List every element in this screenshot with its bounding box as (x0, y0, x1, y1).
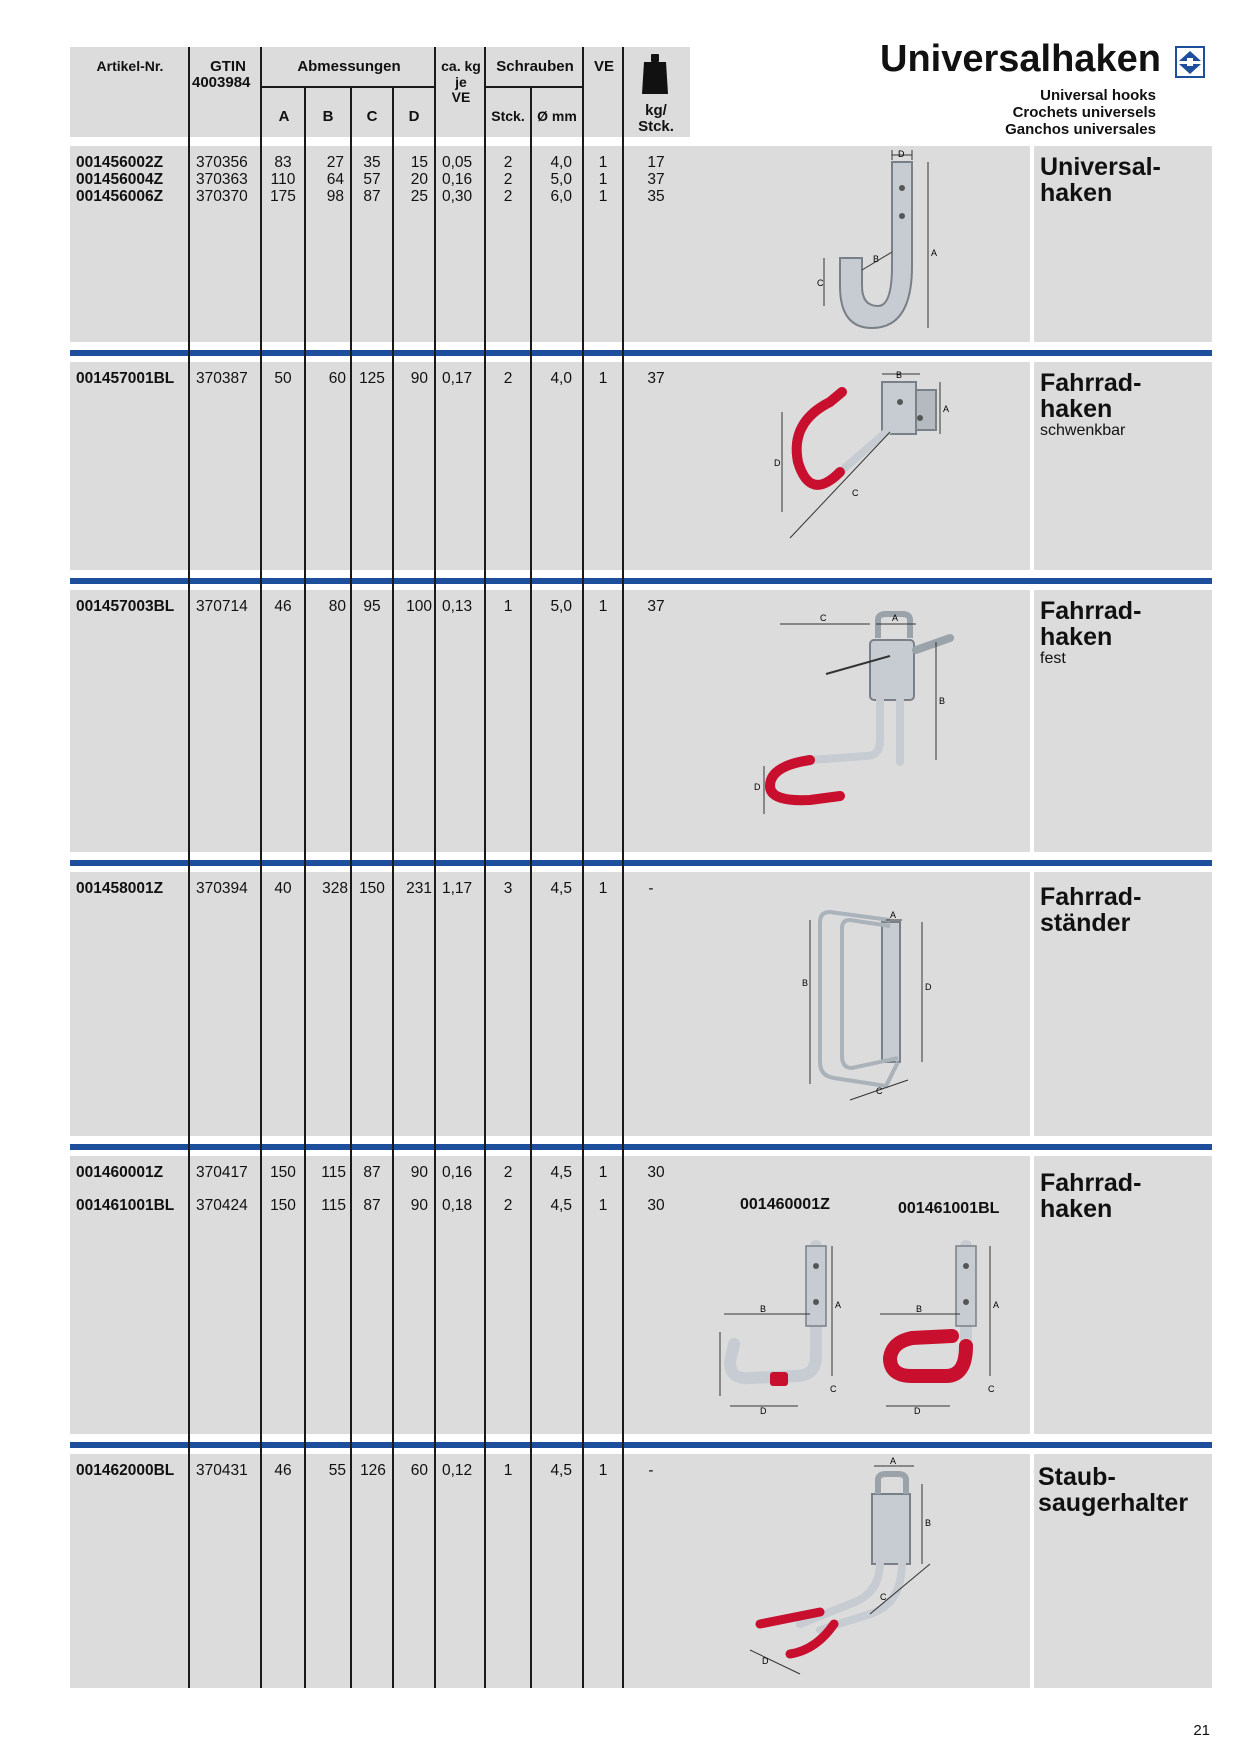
dim-letter-a: A (890, 1456, 897, 1466)
cell-gtin: 370714 (196, 598, 248, 615)
cell-mm: 4,0 (550, 370, 572, 387)
cell-mm: 4,5 (550, 1462, 572, 1479)
header-dim-b: B (322, 108, 334, 125)
subtitle-en: Universal hooks (1040, 87, 1156, 104)
cell-kg: 0,12 (442, 1462, 473, 1479)
cell-stck: 2 (503, 1164, 513, 1181)
cell-kg: 0,17 (442, 370, 473, 387)
cell-a: 40 (274, 880, 292, 897)
header-gtin-prefix: 4003984 (192, 74, 251, 91)
cell-stck: 2 (503, 188, 513, 205)
cell-ve: 1 (598, 171, 608, 188)
col-sep-2 (260, 47, 262, 1688)
figure-label-2: 001461001BL (898, 1200, 1000, 1217)
cell-b: 115 (321, 1164, 346, 1181)
cell-b: 55 (328, 1462, 346, 1479)
cell-d: 231 (406, 880, 432, 897)
fixed-bike-hook-image (740, 590, 990, 857)
group-4-band (70, 872, 690, 1136)
header-dim-d: D (408, 108, 420, 125)
dim-letter-c: C (852, 488, 859, 498)
cell-d: 25 (410, 188, 428, 205)
cell-c: 57 (363, 171, 381, 188)
header-rule-schrauben (486, 86, 584, 88)
cell-a: 46 (274, 1462, 292, 1479)
cell-stck: 1 (503, 598, 513, 615)
cell-gtin: 370424 (196, 1197, 248, 1214)
header-stck: Stck. (491, 108, 525, 124)
universal-hook-image (800, 146, 980, 347)
swivel-bike-hook-image (770, 362, 990, 575)
cell-kgst: 30 (647, 1197, 665, 1214)
category-title-6a: Staub- (1038, 1463, 1116, 1491)
cell-d: 60 (410, 1462, 428, 1479)
col-sep-6 (434, 47, 436, 1688)
cell-c: 87 (363, 1197, 381, 1214)
cell-gtin: 370356 (196, 154, 248, 171)
cell-b: 64 (326, 171, 344, 188)
cell-b: 98 (326, 188, 344, 205)
header-gtin: GTIN (210, 58, 246, 75)
category-title-3a: Fahrrad- (1040, 597, 1142, 625)
cell-a: 110 (270, 171, 296, 188)
dim-letter-c: C (988, 1384, 995, 1394)
group-4-rule (70, 1144, 1212, 1150)
cell-gtin: 370363 (196, 171, 248, 188)
cell-mm: 4,5 (550, 1164, 572, 1181)
subtitle-fr: Crochets universels (1012, 104, 1156, 121)
cell-artikel: 001456002Z (76, 154, 164, 171)
cell-d: 100 (406, 598, 432, 615)
cell-a: 150 (270, 1164, 296, 1181)
brand-logo-icon (1175, 46, 1205, 83)
bike-hook-zinc-image (710, 1236, 860, 1431)
dim-letter-b: B (873, 254, 880, 264)
cell-kg: 0,18 (442, 1197, 473, 1214)
dim-letter-d: D (914, 1406, 921, 1416)
group-1-rule (70, 350, 1212, 356)
cell-kgst: - (648, 880, 654, 897)
header-kg-stck-2: Stck. (638, 118, 674, 135)
cell-a: 83 (274, 154, 292, 171)
cell-gtin: 370431 (196, 1462, 248, 1479)
cell-kg: 0,16 (442, 1164, 473, 1181)
category-title-2b: haken (1040, 395, 1113, 423)
cell-ve: 1 (598, 1197, 608, 1214)
header-abmessungen: Abmessungen (297, 58, 401, 75)
cell-ve: 1 (598, 370, 608, 387)
header-weight-3: VE (451, 89, 471, 105)
figure-label-1: 001460001Z (740, 1196, 830, 1213)
cell-b: 328 (322, 880, 348, 897)
cell-a: 150 (270, 1197, 296, 1214)
dim-letter-a: A (892, 613, 899, 623)
dim-letter-c: C (817, 278, 824, 288)
category-title-3b: haken (1040, 623, 1113, 651)
cell-kg: 1,17 (442, 880, 473, 897)
header-schrauben: Schrauben (496, 58, 574, 75)
cell-ve: 1 (598, 598, 608, 615)
cell-gtin: 370370 (196, 188, 248, 205)
category-title-1a: Universal- (1040, 153, 1161, 181)
cell-stck: 2 (503, 1197, 513, 1214)
weight-icon (640, 52, 670, 101)
cell-c: 87 (363, 1164, 381, 1181)
cell-ve: 1 (598, 154, 608, 171)
category-title-6b: saugerhalter (1038, 1489, 1189, 1517)
cell-kg: 0,05 (442, 154, 473, 171)
cell-ve: 1 (598, 1164, 608, 1181)
group-5-rule (70, 1442, 1212, 1448)
group-2-band (70, 362, 690, 570)
cell-gtin: 370394 (196, 880, 248, 897)
cell-kgst: 30 (647, 1164, 665, 1181)
cell-c: 125 (359, 370, 385, 387)
dim-letter-a: A (890, 910, 897, 920)
cell-stck: 1 (503, 1462, 513, 1479)
dim-letter-b: B (939, 696, 946, 706)
dim-letter-b: B (896, 370, 903, 380)
cell-a: 50 (274, 370, 292, 387)
cell-d: 20 (410, 171, 428, 188)
cell-kgst: 37 (647, 598, 665, 615)
cell-a: 175 (270, 188, 296, 205)
cell-artikel: 001456004Z (76, 171, 164, 188)
cell-d: 90 (410, 370, 428, 387)
dim-letter-b: B (760, 1304, 767, 1314)
cell-artikel: 001457001BL (76, 370, 175, 387)
category-title-2a: Fahrrad- (1040, 369, 1142, 397)
cell-b: 80 (328, 598, 346, 615)
cell-gtin: 370417 (196, 1164, 248, 1181)
group-3-band (70, 590, 690, 852)
cell-kg: 0,30 (442, 188, 473, 205)
cell-kg: 0,13 (442, 598, 473, 615)
header-kg-stck-1: kg/ (645, 102, 667, 119)
cell-stck: 2 (503, 154, 513, 171)
cell-d: 15 (410, 154, 428, 171)
header-ve: VE (593, 58, 614, 75)
cell-ve: 1 (598, 188, 608, 205)
cell-mm: 4,5 (550, 1197, 572, 1214)
cell-kgst: 35 (647, 188, 665, 205)
dim-letter-d: D (760, 1406, 767, 1416)
header-weight-1: ca. kg (441, 58, 481, 74)
dim-letter-c: C (830, 1384, 837, 1394)
dim-letter-a: A (931, 248, 938, 258)
cell-stck: 3 (503, 880, 513, 897)
dim-letter-a: A (835, 1300, 842, 1310)
category-title-4a: Fahrrad- (1040, 883, 1142, 911)
dim-letter-c: C (880, 1592, 887, 1602)
category-title-5a: Fahrrad- (1040, 1169, 1142, 1197)
header-dim-a: A (278, 108, 290, 125)
col-sep-10 (622, 47, 624, 1688)
cell-stck: 2 (503, 171, 513, 188)
header-rule-dims (262, 86, 436, 88)
cell-kgst: 17 (647, 154, 665, 171)
cell-mm: 4,5 (550, 880, 572, 897)
dim-letter-c: C (876, 1086, 883, 1096)
cell-artikel: 001460001Z (76, 1164, 164, 1181)
cell-stck: 2 (503, 370, 513, 387)
header-dia: Ø mm (537, 108, 577, 124)
category-title-1b: haken (1040, 179, 1113, 207)
cell-gtin: 370387 (196, 370, 248, 387)
dim-letter-b: B (925, 1518, 932, 1528)
dim-letter-a: A (943, 404, 950, 414)
category-note-3: fest (1040, 650, 1066, 667)
cell-d: 90 (410, 1164, 428, 1181)
col-sep-7 (484, 47, 486, 1688)
dim-letter-d: D (774, 458, 781, 468)
cell-kgst: 37 (647, 171, 665, 188)
cell-c: 150 (359, 880, 385, 897)
category-title-5b: haken (1040, 1195, 1113, 1223)
dim-letter-c: C (820, 613, 827, 623)
col-sep-1 (188, 47, 190, 1688)
cell-kg: 0,16 (442, 171, 473, 188)
cell-d: 90 (410, 1197, 428, 1214)
cell-mm: 6,0 (550, 188, 572, 205)
col-sep-9 (582, 47, 584, 1688)
cell-artikel: 001458001Z (76, 880, 164, 897)
cell-c: 87 (363, 188, 381, 205)
cell-artikel: 001457003BL (76, 598, 175, 615)
dim-letter-a: A (993, 1300, 1000, 1310)
cell-artikel: 001462000BL (76, 1462, 175, 1479)
dim-letter-d: D (754, 782, 761, 792)
group-2-rule (70, 578, 1212, 584)
header-dim-c: C (366, 108, 378, 125)
page-number: 21 (1193, 1722, 1210, 1739)
cell-c: 95 (363, 598, 381, 615)
bike-stand-image (790, 872, 970, 1141)
cell-artikel: 001456006Z (76, 188, 164, 205)
cell-b: 115 (321, 1197, 346, 1214)
bike-hook-coated-image (866, 1236, 1016, 1431)
dim-letter-d: D (898, 149, 905, 159)
header-artikel: Artikel-Nr. (96, 58, 164, 74)
vacuum-holder-image (730, 1454, 970, 1693)
group-6-band (70, 1454, 690, 1688)
cell-kgst: - (648, 1462, 654, 1479)
category-note-2: schwenkbar (1040, 422, 1126, 439)
cell-c: 126 (360, 1462, 386, 1479)
group-3-rule (70, 860, 1212, 866)
cell-ve: 1 (598, 1462, 608, 1479)
page-title: Universalhaken (880, 38, 1161, 80)
cell-b: 27 (326, 154, 344, 171)
dim-letter-d: D (762, 1656, 769, 1666)
cell-kgst: 37 (647, 370, 665, 387)
dim-letter-b: B (802, 978, 809, 988)
cell-ve: 1 (598, 880, 608, 897)
subtitle-es: Ganchos universales (1005, 121, 1156, 138)
dim-letter-b: B (916, 1304, 923, 1314)
cell-mm: 4,0 (550, 154, 572, 171)
cell-c: 35 (363, 154, 381, 171)
cell-a: 46 (274, 598, 292, 615)
cell-b: 60 (328, 370, 346, 387)
category-title-4b: ständer (1040, 909, 1131, 937)
cell-mm: 5,0 (550, 171, 572, 188)
cell-artikel: 001461001BL (76, 1197, 175, 1214)
header-weight-2: je (455, 74, 467, 90)
dim-letter-d: D (925, 982, 932, 992)
cell-mm: 5,0 (550, 598, 572, 615)
